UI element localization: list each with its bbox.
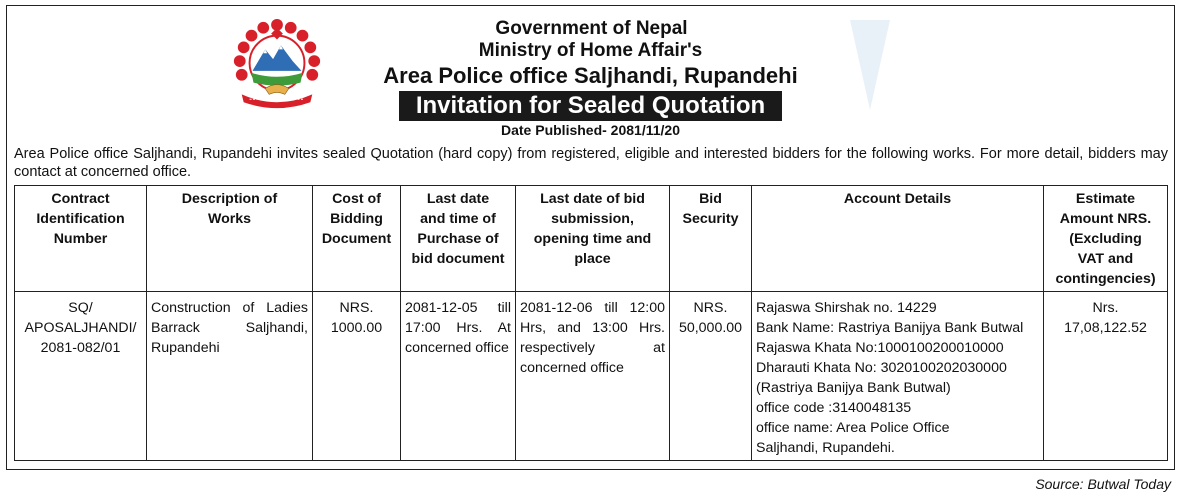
table-row [15,292,1168,461]
notice-header [0,18,1181,138]
cell-bid-security: NRS. 50,000.00 [670,292,752,461]
date-published: Date Published- 2081/11/20 [501,122,680,138]
government-title: Government of Nepal [495,18,688,39]
cell-submission: 2081-12-06 till 12:00 Hrs, and 13:00 Hrs. respectively at concerned office [516,292,670,461]
cell-estimate: Nrs. 17,08,122.52 [1044,292,1168,461]
header-submission: Last date of bid submission, opening time and place [516,186,670,292]
header-estimate: Estimate Amount NRS. (Excluding VAT and contingencies) [1044,186,1168,292]
office-title: Area Police office Saljhandi, Rupandehi [383,63,798,88]
cell-cost: NRS. 1000.00 [313,292,401,461]
cell-description: Construction of Ladies Barrack Saljhandi, Rupandehi [147,292,313,461]
header-bid-security: Bid Security [670,186,752,292]
header-description: Description of Works [147,186,313,292]
header-contract-id: Contract Identification Number [15,186,147,292]
header-account-details: Account Details [752,186,1044,292]
quotation-table [14,185,1168,461]
notice-banner: Invitation for Sealed Quotation [399,91,782,121]
intro-paragraph: Area Police office Saljhandi, Rupandehi invites sealed Quotation (hard copy) from registered, eligible and interested bidders for the following works. For more detail, bidders may contact at concerned office. [14,146,1168,180]
cell-account-details: Rajaswa Shirshak no. 14229 Bank Name: Rastriya Banijya Bank Butwal Rajaswa Khata No:1000100200010000 Dharauti Khata No: 3020100202030000 (Rastriya Banijya Bank Butwal) office code :3140048135 office name: Area Police Office Saljhandi, Rupandehi. [752,292,1044,461]
cell-contract-id: SQ/ APOSALJHANDI/ 2081-082/01 [15,292,147,461]
ministry-title: Ministry of Home Affair's [478,40,703,61]
header-cost: Cost of Bidding Document [313,186,401,292]
table-header-row [15,186,1168,292]
source-credit: Source: Butwal Today [1035,476,1171,492]
cell-purchase-date: 2081-12-05 till 17:00 Hrs. At concerned office [401,292,516,461]
header-purchase-date: Last date and time of Purchase of bid document [401,186,516,292]
